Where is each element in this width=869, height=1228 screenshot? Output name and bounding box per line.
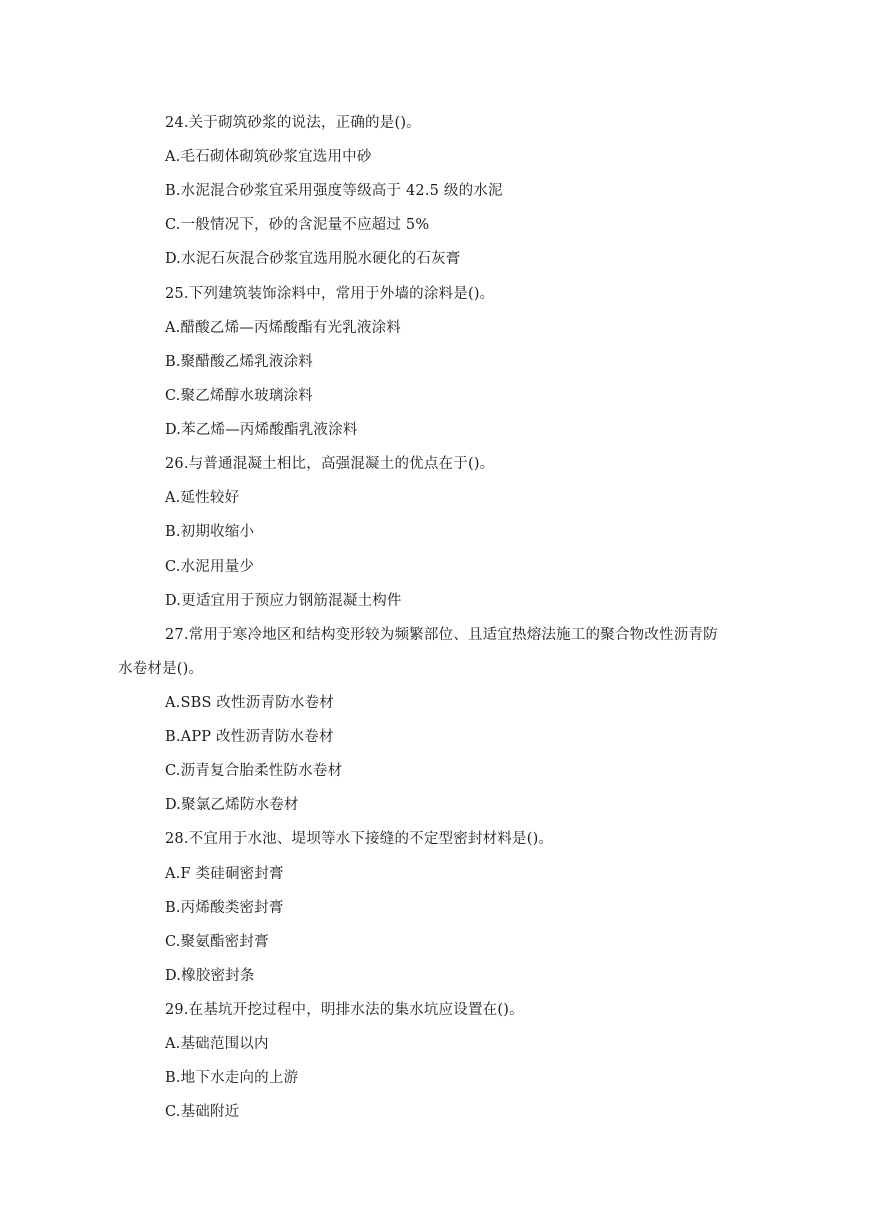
question-25-option-c: C.聚乙烯醇水玻璃涂料 xyxy=(165,388,313,404)
question-29-stem: 29.在基坑开挖过程中，明排水法的集水坑应设置在()。 xyxy=(165,1002,524,1018)
question-29-option-c: C.基础附近 xyxy=(165,1104,240,1120)
question-29-option-b: B.地下水走向的上游 xyxy=(165,1070,299,1086)
question-28-option-c: C.聚氨酯密封膏 xyxy=(165,934,269,950)
question-29-option-a: A.基础范围以内 xyxy=(165,1036,269,1052)
question-28-option-a: A.F 类硅硐密封膏 xyxy=(165,866,284,882)
question-26-option-d: D.更适宜用于预应力钢筋混凝土构件 xyxy=(165,593,402,609)
question-28-option-b: B.丙烯酸类密封膏 xyxy=(165,900,284,916)
question-25-option-a: A.醋酸乙烯—丙烯酸酯有光乳液涂料 xyxy=(165,320,401,336)
question-24-stem: 24.关于砌筑砂浆的说法，正确的是()。 xyxy=(165,115,421,131)
question-24-option-d: D.水泥石灰混合砂浆宜选用脱水硬化的石灰膏 xyxy=(165,251,461,267)
question-24-option-c: C.一般情况下，砂的含泥量不应超过 5% xyxy=(165,217,430,233)
question-27-option-b: B.APP 改性沥青防水卷材 xyxy=(165,729,334,745)
question-24-option-b: B.水泥混合砂浆宜采用强度等级高于 42.5 级的水泥 xyxy=(165,183,503,199)
question-27-option-d: D.聚氯乙烯防水卷材 xyxy=(165,797,299,813)
question-26-option-b: B.初期收缩小 xyxy=(165,524,255,540)
question-27-option-a: A.SBS 改性沥青防水卷材 xyxy=(165,695,335,711)
question-27-stem: 27.常用于寒冷地区和结构变形较为频繁部位、且适宜热熔法施工的聚合物改性沥青防 xyxy=(165,627,718,643)
question-26-option-a: A.延性较好 xyxy=(165,490,240,506)
question-25-option-d: D.苯乙烯—丙烯酸酯乳液涂料 xyxy=(165,422,358,438)
question-26-stem: 26.与普通混凝土相比，高强混凝土的优点在于()。 xyxy=(165,456,495,472)
question-25-stem: 25.下列建筑装饰涂料中，常用于外墙的涂料是()。 xyxy=(165,286,495,302)
question-24-option-a: A.毛石砌体砌筑砂浆宜选用中砂 xyxy=(165,149,372,165)
question-27-option-c: C.沥青复合胎柔性防水卷材 xyxy=(165,763,343,779)
question-28-option-d: D.橡胶密封条 xyxy=(165,968,255,984)
question-28-stem: 28.不宜用于水池、堤坝等水下接缝的不定型密封材料是()。 xyxy=(165,831,554,847)
question-25-option-b: B.聚醋酸乙烯乳液涂料 xyxy=(165,354,313,370)
question-27-stem-continued: 水卷材是()。 xyxy=(118,661,204,677)
question-26-option-c: C.水泥用量少 xyxy=(165,559,255,575)
